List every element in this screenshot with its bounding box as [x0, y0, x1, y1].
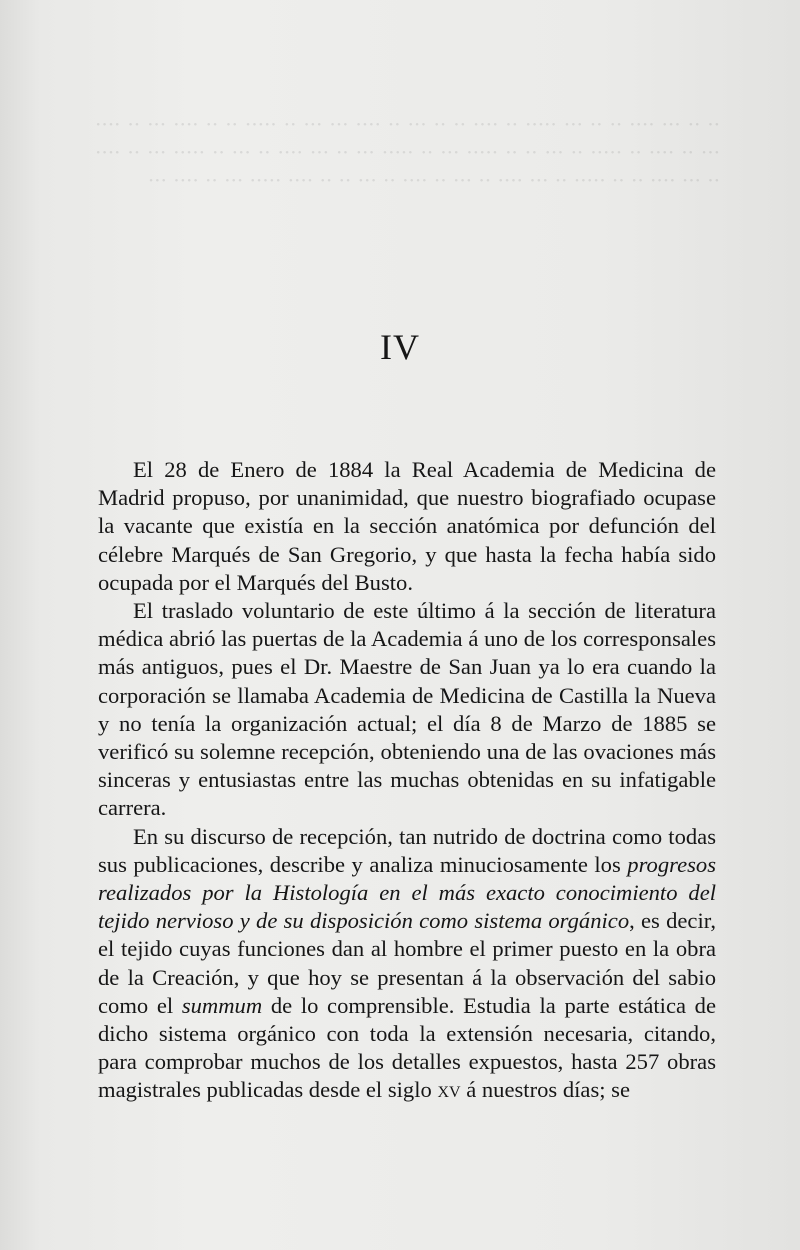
reverse-side-bleed-through: ·· ·· ··· ···· ·· ·· ··· ····· ·· ···· ·· ·· ··· ·· ···· ··· ··· ·· ····· ·· ·· ···· ··· ·· ···· ··· ·· ···· ·· ····· ·· ··· ·· ·· ····· ··· ·· ····· ··· ·· ··· ···· ·· ··· ·· ····· ··· ·· ···· ·· ··· ···· ·· ·· ····· ·· ··· ···· ·· ··· ·· ···· ·· ··· ·· ·· ···· ····· ··· ·· ···· ··· — [95, 112, 720, 192]
paragraph — [98, 456, 716, 597]
text-segment: El traslado voluntario de este último á la sección de literatura médica abrió las puertas de la Academia á uno de los corresponsales más antiguos, pues el Dr. Maestre de San Juan ya lo era cuando la corporación se llamaba Academia de Medicina de Castilla la Nueva y no tenía la organización actual; el día 8 de Marzo de 1885 se verificó su solemne recepción, obteniendo una de las ovaciones más sinceras y entusiastas entre las muchas obtenidas en su infatigable carrera. — [98, 598, 716, 821]
italic-text: summum — [181, 992, 263, 1018]
italic-text: progresos realizados por la Histología en el más exacto conocimiento del tejido nervioso y de su disposición como sistema orgánico — [98, 851, 716, 934]
text-segment: En su discurso de recepción, tan nutrido de doctrina como todas sus publicaciones, describe y analiza minuciosamente los — [98, 823, 716, 877]
text-segment: , es decir, el tejido cuyas funciones dan al hombre el primer puesto en la obra de la Creación, y que hoy se presentan á la observación del sabio como el — [98, 908, 716, 1018]
text-segment: de lo comprensible. Estudia la parte estática de dicho sistema orgánico con toda la extensión necesaria, citando, para comprobar muchos de los detalles expuestos, hasta 257 obras magistrales publicadas desde el siglo — [98, 992, 716, 1103]
text-segment: El 28 de Enero de 1884 la Real Academia de Medicina de Madrid propuso, por unanimidad, que nuestro biografiado ocupase la vacante que existía en la sección anatómica por defunción del célebre Marqués de San Gregorio, y que hasta la fecha había sido ocupada por el Marqués del Busto. — [98, 457, 716, 595]
body-text — [98, 456, 716, 1105]
chapter-heading: IV — [380, 327, 420, 367]
paragraph — [98, 823, 716, 1105]
small-caps-text: xv — [437, 1077, 461, 1103]
paragraph — [98, 597, 716, 823]
text-segment: á nuestros días; se — [460, 1077, 630, 1103]
